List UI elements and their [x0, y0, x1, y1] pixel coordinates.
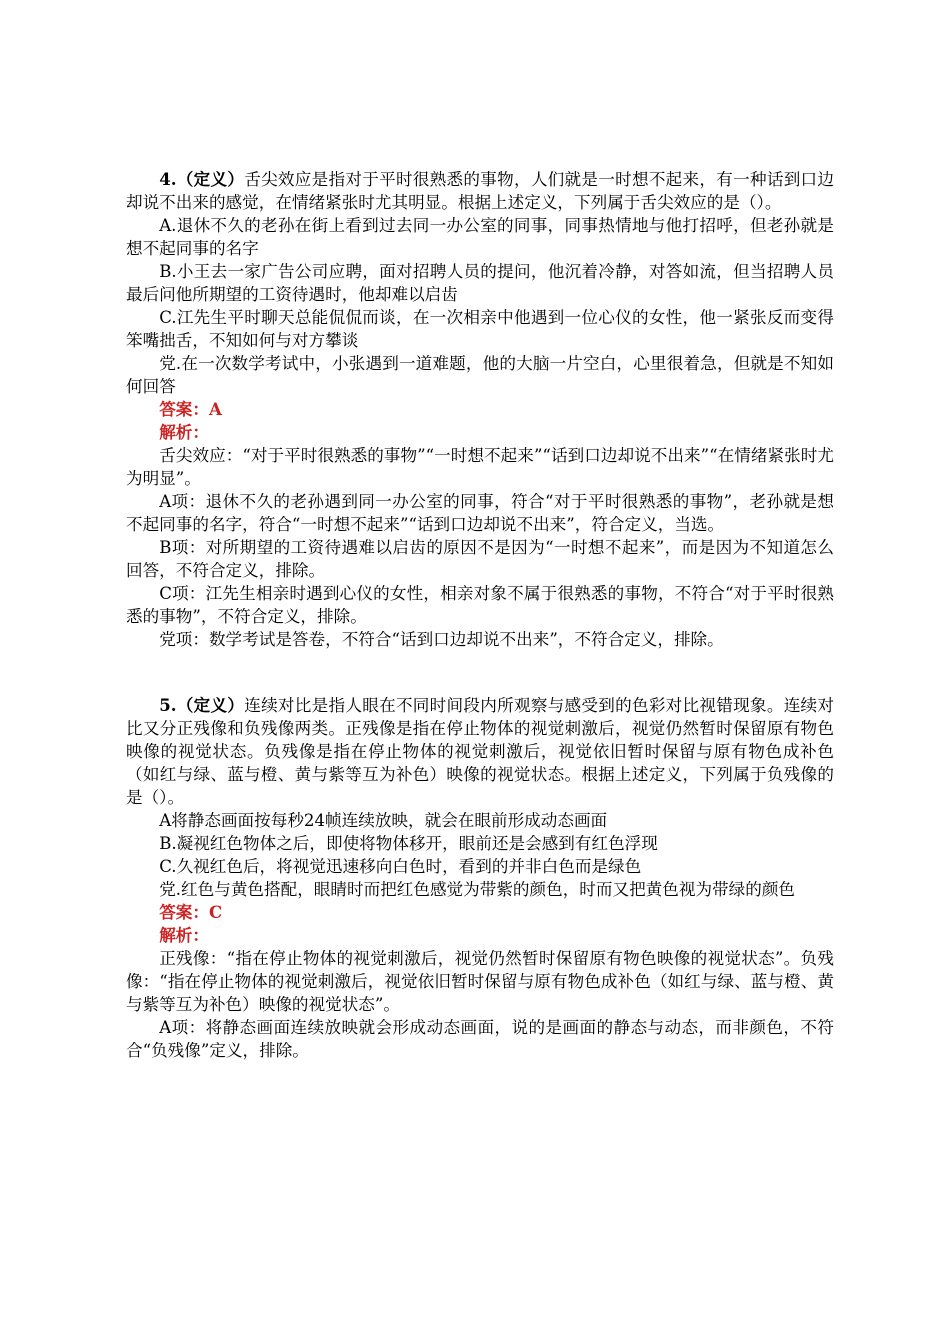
document-page — [126, 168, 834, 1062]
option-c: C.江先生平时聊天总能侃侃而谈，在一次相亲中他遇到一位心仪的女性，他一紧张反而变得笨嘴拙舌，不知如何与对方攀谈 — [126, 308, 834, 350]
question-4 — [126, 168, 834, 651]
question-number: 4.（定义） — [159, 169, 245, 189]
question-stem-text: 连续对比是指人眼在不同时间段内所观察与感受到的色彩对比视错现象。连续对比又分正残像和负残像两类。正残像是指在停止物体的视觉刺激后，视觉仍然暂时保留原有物色映像的视觉状态。负残像是指在停止物体的视觉刺激后，视觉依旧暂时保留与原有物色成补色（如红与绿、蓝与橙、黄与紫等互为补色）映像的视觉状态。根据上述定义，下列属于负残像的是（）。 — [126, 696, 835, 807]
option-a: A将静态画面按每秒24帧连续放映，就会在眼前形成动态画面 — [159, 811, 608, 830]
analysis-label: 解析： — [159, 925, 209, 945]
analysis-paragraph: A项：将静态画面连续放映就会形成动态画面，说的是画面的静态与动态，而非颜色，不符合“负残像”定义，排除。 — [126, 1018, 834, 1060]
analysis-paragraph: C项：江先生相亲时遇到心仪的女性，相亲对象不属于很熟悉的事物，不符合“对于平时很熟悉的事物”，不符合定义，排除。 — [126, 584, 834, 626]
option-d: 党.红色与黄色搭配，眼睛时而把红色感觉为带紫的颜色，时而又把黄色视为带绿的颜色 — [159, 880, 796, 899]
analysis-paragraph: 党项：数学考试是答卷，不符合“话到口边却说不出来”，不符合定义，排除。 — [159, 630, 724, 649]
analysis-paragraph: A项：退休不久的老孙遇到同一办公室的同事，符合“对于平时很熟悉的事物”，老孙就是想不起同事的名字，符合“一时想不起来”“话到口边却说不出来”，符合定义，当选。 — [126, 492, 834, 534]
option-b: B.小王去一家广告公司应聘，面对招聘人员的提问，他沉着冷静，对答如流，但当招聘人员最后问他所期望的工资待遇时，他却难以启齿 — [126, 262, 834, 304]
option-a: A.退休不久的老孙在街上看到过去同一办公室的同事，同事热情地与他打招呼，但老孙就是想不起同事的名字 — [126, 216, 834, 258]
option-b: B.凝视红色物体之后，即使将物体移开，眼前还是会感到有红色浮现 — [159, 834, 658, 853]
option-c: C.久视红色后，将视觉迅速移向白色时，看到的并非白色而是绿色 — [159, 857, 642, 876]
analysis-paragraph: B项：对所期望的工资待遇难以启齿的原因不是因为“一时想不起来”，而是因为不知道怎么回答，不符合定义，排除。 — [126, 538, 834, 580]
answer-line: 答案：A — [159, 399, 222, 419]
analysis-label: 解析： — [159, 422, 209, 442]
question-stem-text: 舌尖效应是指对于平时很熟悉的事物，人们就是一时想不起来，有一种话到口边却说不出来的感觉，在情绪紧张时尤其明显。根据上述定义，下列属于舌尖效应的是（）。 — [126, 170, 835, 212]
question-stem — [126, 168, 834, 214]
question-number: 5.（定义） — [159, 695, 245, 715]
question-5 — [126, 694, 834, 1062]
answer-line: 答案：C — [159, 902, 223, 922]
option-d: 党.在一次数学考试中，小张遇到一道难题，他的大脑一片空白，心里很着急，但就是不知如何回答 — [126, 354, 834, 396]
question-stem — [126, 694, 834, 809]
analysis-paragraph: 正残像：“指在停止物体的视觉刺激后，视觉仍然暂时保留原有物色映像的视觉状态”。负残像：“指在停止物体的视觉刺激后，视觉依旧暂时保留与原有物色成补色（如红与绿、蓝与橙、黄与紫等互为补色）映像的视觉状态”。 — [126, 949, 834, 1014]
analysis-paragraph: 舌尖效应：“对于平时很熟悉的事物”“一时想不起来”“话到口边却说不出来”“在情绪紧张时尤为明显”。 — [126, 446, 834, 488]
